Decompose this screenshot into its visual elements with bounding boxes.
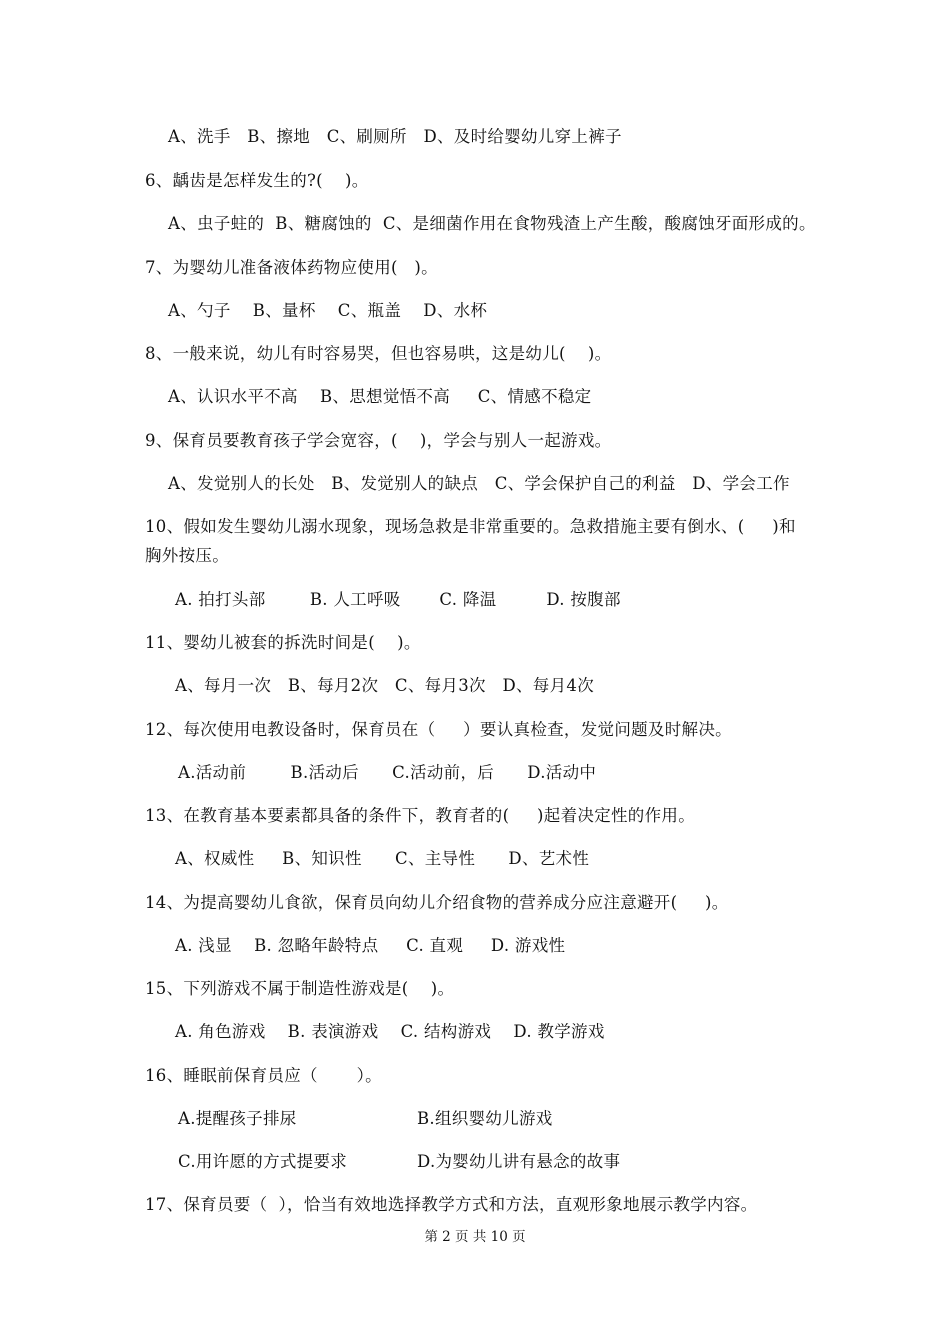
- q16-option-d: D.为婴幼儿讲有悬念的故事: [417, 1152, 621, 1171]
- question-7: 7、为婴幼儿准备液体药物应使用( )。: [145, 258, 438, 277]
- q16-option-c: C.用许愿的方式提要求: [178, 1152, 348, 1171]
- q9-options: A、发觉别人的长处 B、发觉别人的缺点 C、学会保护自己的利益 D、学会工作: [168, 474, 790, 493]
- question-10: 10、假如发生婴幼儿溺水现象，现场急救是非常重要的。急救措施主要有倒水、( )和: [145, 517, 796, 536]
- q7-options: A、勺子 B、量杯 C、瓶盖 D、水杯: [168, 301, 488, 320]
- q16-option-a: A.提醒孩子排尿: [178, 1109, 297, 1128]
- question-8: 8、一般来说，幼儿有时容易哭，但也容易哄，这是幼儿( )。: [145, 344, 612, 363]
- question-11: 11、婴幼儿被套的拆洗时间是( )。: [145, 633, 421, 652]
- q16-option-b: B.组织婴幼儿游戏: [417, 1109, 553, 1128]
- question-16: 16、睡眠前保育员应（ ）。: [145, 1066, 382, 1085]
- question-15: 15、下列游戏不属于制造性游戏是( )。: [145, 979, 455, 998]
- question-6: 6、龋齿是怎样发生的?( )。: [145, 171, 369, 190]
- q10-options: A. 拍打头部 B. 人工呼吸 C. 降温 D. 按腹部: [175, 590, 621, 609]
- q5-options: A、洗手 B、擦地 C、刷厕所 D、及时给婴幼儿穿上裤子: [168, 127, 622, 146]
- q6-options: A、虫子蛀的 B、糖腐蚀的 C、是细菌作用在食物残渣上产生酸，酸腐蚀牙面形成的。: [168, 214, 816, 233]
- q14-options: A. 浅显 B. 忽略年龄特点 C. 直观 D. 游戏性: [175, 936, 566, 955]
- question-10-cont: 胸外按压。: [145, 546, 229, 565]
- question-12: 12、每次使用电教设备时，保育员在（ ）要认真检查，发觉问题及时解决。: [145, 720, 732, 739]
- question-14: 14、为提高婴幼儿食欲，保育员向幼儿介绍食物的营养成分应注意避开( )。: [145, 893, 729, 912]
- question-17: 17、保育员要（ ），恰当有效地选择教学方式和方法，直观形象地展示教学内容。: [145, 1195, 758, 1214]
- q11-options: A、每月一次 B、每月2次 C、每月3次 D、每月4次: [175, 676, 594, 695]
- q13-options: A、权威性 B、知识性 C、主导性 D、艺术性: [175, 849, 590, 868]
- q15-options: A. 角色游戏 B. 表演游戏 C. 结构游戏 D. 教学游戏: [175, 1022, 605, 1041]
- q8-options: A、认识水平不高 B、思想觉悟不高 C、情感不稳定: [168, 387, 592, 406]
- question-13: 13、在教育基本要素都具备的条件下，教育者的( )起着决定性的作用。: [145, 806, 695, 825]
- page-number-footer: 第 2 页 共 10 页: [424, 1229, 526, 1245]
- question-9: 9、保育员要教育孩子学会宽容，( )，学会与别人一起游戏。: [145, 431, 612, 450]
- q12-options: A.活动前 B.活动后 C.活动前，后 D.活动中: [178, 763, 597, 782]
